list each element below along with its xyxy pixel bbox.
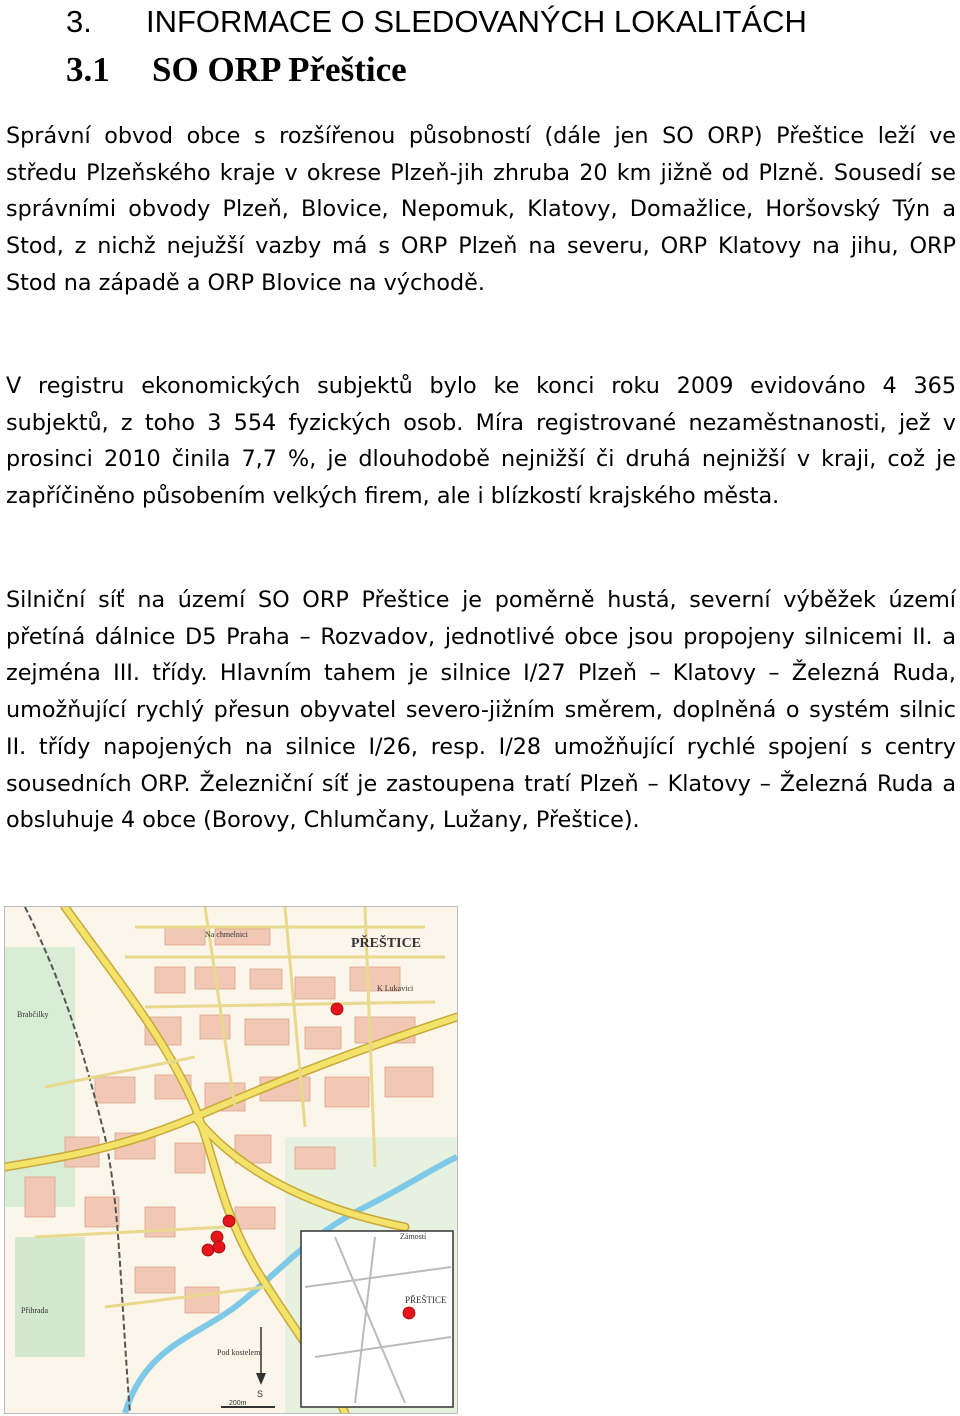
- label-pod-kostelem: Pod kostelem: [217, 1348, 261, 1357]
- label-k-lukavici: K Lukavici: [377, 984, 414, 993]
- label-prihrada: Přihrada: [21, 1306, 49, 1315]
- marker: [213, 1241, 225, 1253]
- inset-map-frame: [301, 1231, 453, 1407]
- marker: [202, 1244, 214, 1256]
- label-brabcilky: Brabčilky: [17, 1010, 49, 1019]
- green-area: [15, 1237, 85, 1357]
- section-number: 3.1: [66, 50, 110, 89]
- scale-label: 200m: [229, 1400, 247, 1407]
- scale-bar: [221, 1400, 275, 1407]
- marker: [223, 1215, 235, 1227]
- paragraph-transport: Silniční síť na území SO ORP Přeštice je poměrně hustá, severní výběžek území přetíná dálnice D5 Praha – Rozvadov, jednotlivé obce jsou propojeny silnicemi II. a zejména III. třídy. Hlavním tahem je silnice I/27 Plzeň – Klatovy – Železná Ruda, umožňující rychlý přesun obyvatel severo-jižním směrem, doplněná o systém silnic II. třídy napojených na silnice I/26, resp. I/28 umožňující rychlé spojení s centry sousedních ORP. Železniční síť je zastoupena tratí Plzeň – Klatovy – Železná Ruda a obsluhuje 4 obce (Borovy, Chlumčany, Lužany, Přeštice).: [6, 587, 956, 834]
- paragraph-location: Správní obvod obce s rozšířenou působností (dále jen SO ORP) Přeštice leží ve středu Plzeňského kraje v okrese Plzeň-jih zhruba 20 km jižně od Plzně. Sousedí se správními obvody Plzeň, Blovice, Nepomuk, Klatovy, Domažlice, Horšovský Týn a Stod, z nichž nejužší vazby má s ORP Plzeň na severu, ORP Klatovy na jihu, ORP Stod na západě a ORP Blovice na východě.: [6, 123, 956, 296]
- label-zamosti: Zámostí: [400, 1232, 427, 1241]
- inset-title: PŘEŠTICE: [405, 1295, 447, 1305]
- marker: [403, 1307, 415, 1319]
- paragraph-economy: V registru ekonomických subjektů bylo ke konci roku 2009 evidováno 4 365 subjektů, z toho 3 554 fyzických osob. Míra registrované nezaměstnanosti, jež v prosinci 2010 činila 7,7 %, je dlouhodobě nejnižší či druhá nejnižší v kraji, což je zapříčiněno působením velkých firem, ale i blízkostí krajského města.: [6, 373, 956, 510]
- section-heading: [66, 50, 407, 90]
- marker: [331, 1003, 343, 1015]
- north-arrow: [256, 1327, 266, 1399]
- section-title: SO ORP Přeštice: [152, 50, 407, 89]
- north-label: S: [257, 1389, 264, 1399]
- chapter-title: INFORMACE O SLEDOVANÝCH LOKALITÁCH: [146, 4, 807, 39]
- chapter-heading: [66, 4, 807, 40]
- town-map-drawing: [5, 907, 457, 1413]
- chapter-number: 3.: [66, 4, 92, 39]
- map-title: PŘEŠTICE: [351, 936, 422, 951]
- town-map: [4, 906, 458, 1414]
- label-na-chmelnici: Na chmelnici: [205, 930, 248, 939]
